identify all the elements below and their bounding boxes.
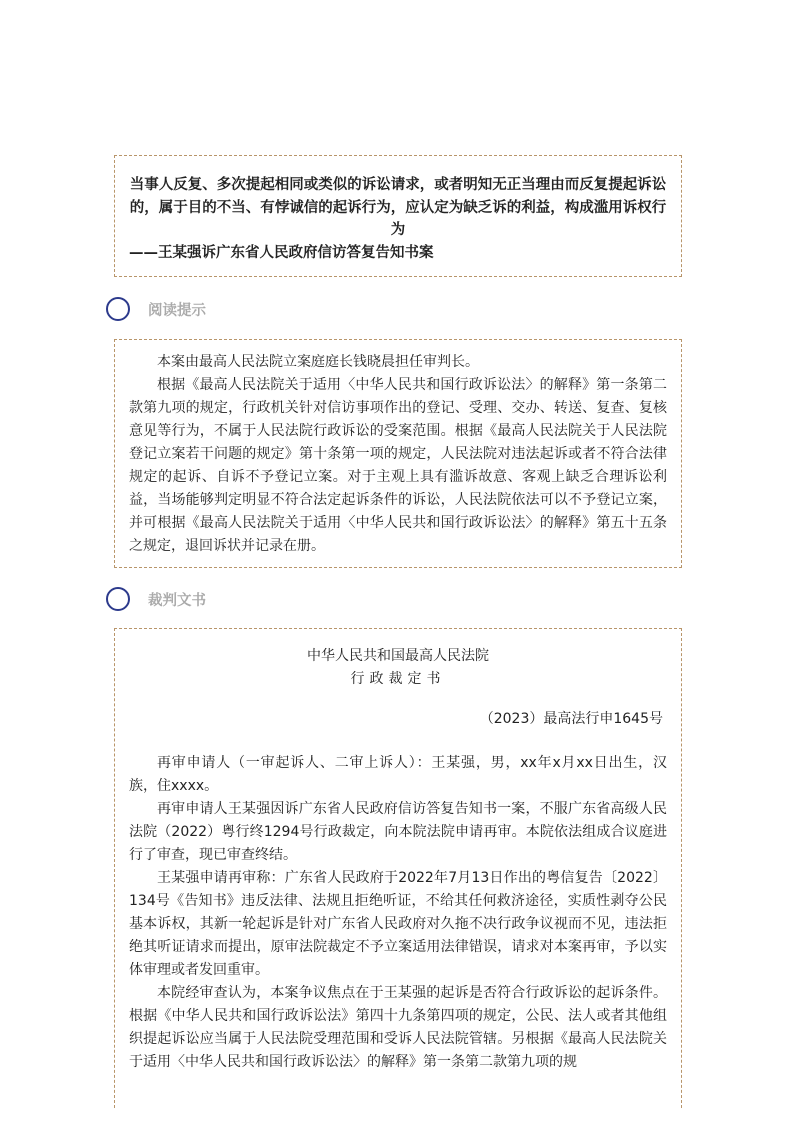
document-type: 行政裁定书 <box>350 671 446 687</box>
circle-icon <box>106 587 130 611</box>
judgment-paragraph: 王某强申请再审称：广东省人民政府于2022年7月13日作出的粤信复告〔2022〕134号《告知书》违反法律、法规且拒绝听证，不给其任何救济途径，实质性剥夺公民基本诉权，其新一轮起诉是针对广东省人民政府对久拖不决行政争议视而不见，违法拒绝其听证请求而提出，原审法院裁定不予立案适用法律错误，请求对本案再审，予以实体审理或者发回重审。 <box>129 870 667 978</box>
judgment-paragraph: 再审申请人王某强因诉广东省人民政府信访答复告知书一案，不服广东省高级人民法院（2022）粤行终1294号行政裁定，向本院法院申请再审。本院依法组成合议庭进行了审查，现已审查终结。 <box>129 801 667 863</box>
judgment-paragraph: 本院经审查认为，本案争议焦点在于王某强的起诉是否符合行政诉讼的起诉条件。根据《中华人民共和国行政诉讼法》第四十九条第四项的规定，公民、法人或者其他组织提起诉讼应当属于人民法院受理范围和受诉人民法院管辖。另根据《最高人民法院关于适用〈中华人民共和国行政诉讼法〉的解释》第一条第二款第九项的规 <box>129 985 667 1070</box>
headnote-line: 当事人反复、多次提起相同或类似的诉讼请求，或者明知无正当理由而反复提起诉讼 <box>129 177 667 193</box>
judgment-paragraph: 再审申请人（一审起诉人、二审上诉人）：王某强，男，xx年x月xx日出生，汉族，住xxxx。 <box>129 755 667 794</box>
headnote-source: ——王某强诉广东省人民政府信访答复告知书案 <box>129 244 434 261</box>
judgment-title: 裁判文书 <box>148 593 206 609</box>
court-name: 中华人民共和国最高人民法院 <box>307 648 489 664</box>
judgment-box <box>114 628 682 1108</box>
headnote-box <box>114 155 682 277</box>
reading-hint-box <box>114 339 682 568</box>
hint-paragraph: 本案由最高人民法院立案庭庭长钱晓晨担任审判长。 <box>157 354 479 370</box>
case-number: （2023）最高法行申1645号 <box>479 711 663 727</box>
circle-icon <box>106 297 130 321</box>
hint-paragraph: 根据《最高人民法院关于适用〈中华人民共和国行政诉讼法〉的解释》第一条第二款第九项的规定，行政机关针对信访事项作出的登记、受理、交办、转送、复查、复核意见等行为，不属于人民法院行政诉讼的受案范围。根据《最高人民法院关于人民法院登记立案若干问题的规定》第十条第一项的规定，人民法院对违法起诉或者不符合法律规定的起诉、自诉不予登记立案。对于主观上具有滥诉故意、客观上缺乏合理诉讼利益，当场能够判定明显不符合法定起诉条件的诉讼，人民法院依法可以不予登记立案，并可根据《最高人民法院关于适用〈中华人民共和国行政诉讼法〉的解释》第五十五条之规定，退回诉状并记录在册。 <box>129 377 667 554</box>
headnote-line: 的，属于目的不当、有悖诚信的起诉行为，应认定为缺乏诉的利益，构成滥用诉权行 <box>129 199 667 216</box>
headnote-line: 为 <box>390 222 406 238</box>
reading-hint-title: 阅读提示 <box>148 303 206 319</box>
